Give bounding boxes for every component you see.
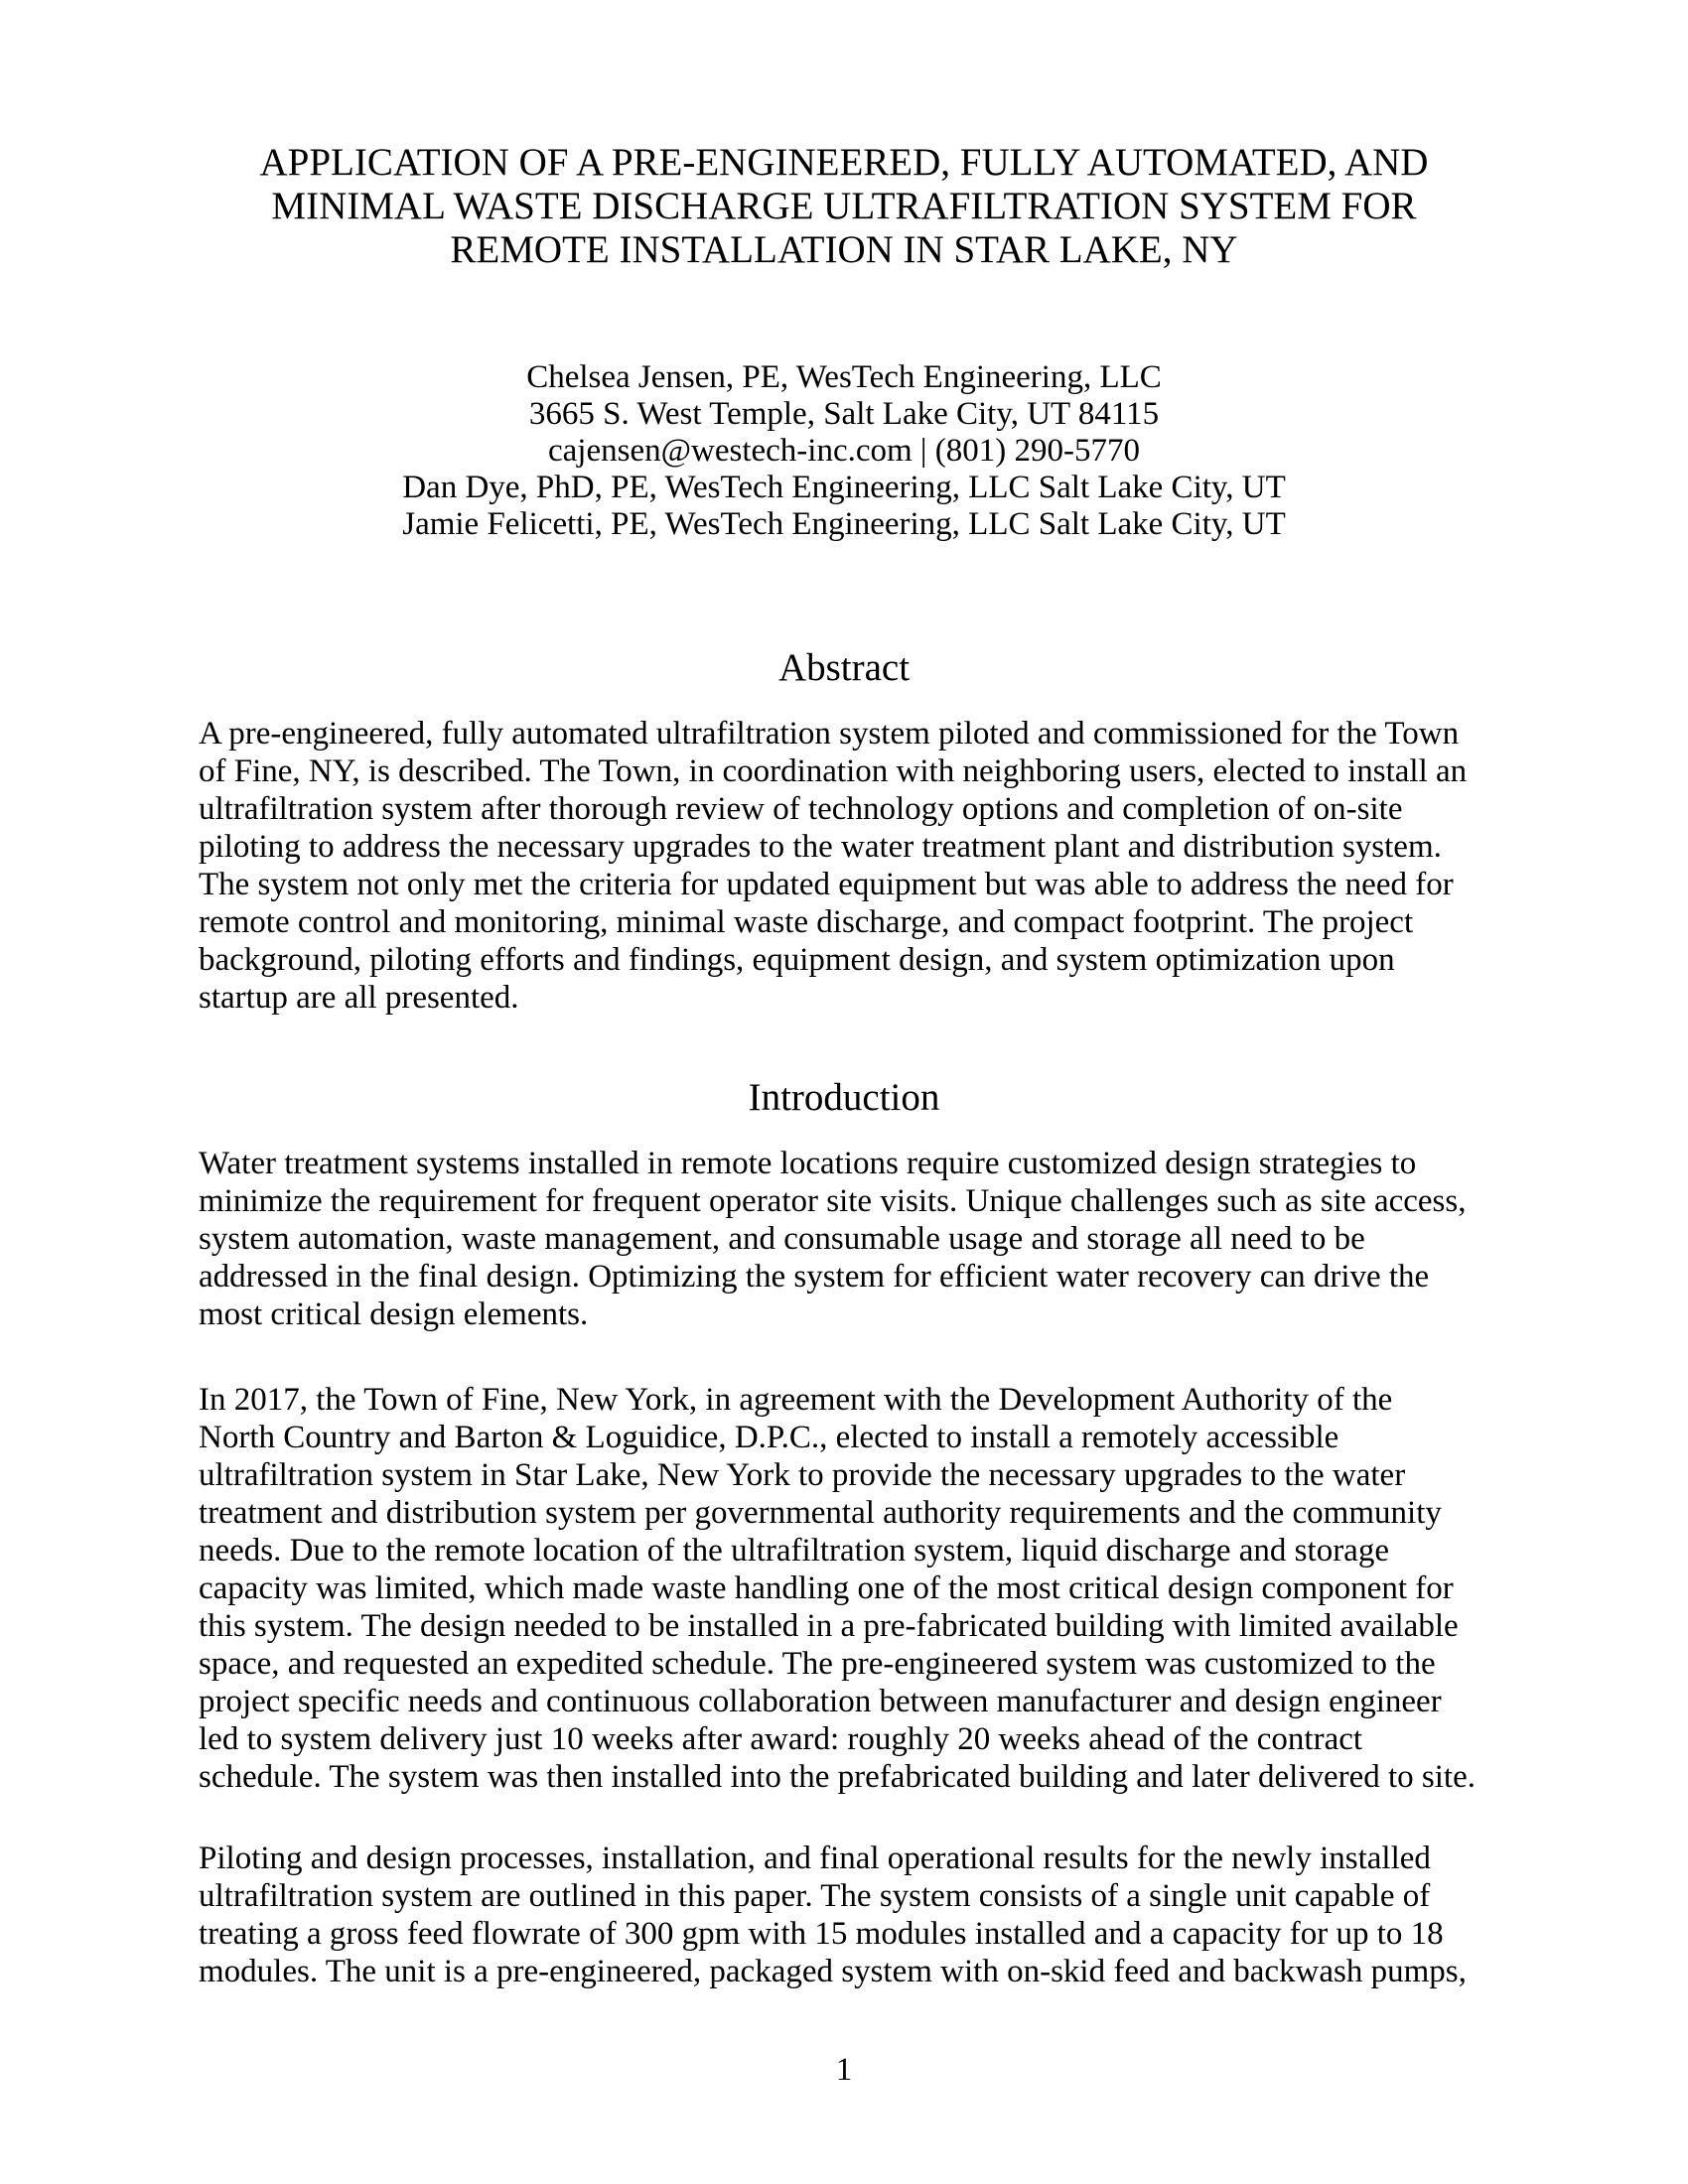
introduction-paragraph-3: Piloting and design processes, installation, and final operational results for the newly installed ultrafiltration system are outlined in this paper. The system consists of a single unit capable of treating a gross feed flowrate of 300 gpm with 15 modules installed and a capacity for up to 18 modules. The unit is a pre-engineered, packaged system with on-skid feed and backwash pumps, <box>199 1841 1467 1989</box>
author-block: Chelsea Jensen, PE, WesTech Engineering, LLC 3665 S. West Temple, Salt Lake City, UT 84115 cajensen@westech-inc.com | (801) 290-5770 Dan Dye, PhD, PE, WesTech Engineering, LLC Salt Lake City, UT Jamie Felicetti, PE, WesTech Engineering, LLC Salt Lake City, UT <box>402 359 1286 542</box>
introduction-heading: Introduction <box>748 1076 940 1119</box>
abstract-heading: Abstract <box>777 646 911 689</box>
introduction-paragraph-1: Water treatment systems installed in remote locations require customized design strategies to minimize the requirement for frequent operator site visits. Unique challenges such as site access, system automation, waste management, and consumable usage and storage all need to be addressed in the final design. Optimizing the system for efficient water recovery can drive the most critical design elements. <box>199 1146 1467 1332</box>
paper-title: APPLICATION OF A PRE-ENGINEERED, FULLY AUTOMATED, AND MINIMAL WASTE DISCHARGE ULTRAFILTRATION SYSTEM FOR REMOTE INSTALLATION IN STAR LAKE, NY <box>259 141 1429 271</box>
introduction-paragraph-2: In 2017, the Town of Fine, New York, in agreement with the Development Authority of the North Country and Barton & Loguidice, D.P.C., elected to install a remotely accessible ultrafiltration system in Star Lake, New York to provide the necessary upgrades to the water treatment and distribution system per governmental authority requirements and the community needs. Due to the remote location of the ultrafiltration system, liquid discharge and storage capacity was limited, which made waste handling one of the most critical design component for this system. The design needed to be installed in a pre-fabricated building with limited available space, and requested an expedited schedule. The pre-engineered system was customized to the project specific needs and continuous collaboration between manufacturer and design engineer led to system delivery just 10 weeks after award: roughly 20 weeks ahead of the contract schedule. The system was then installed into the prefabricated building and later delivered to site. <box>199 1382 1477 1795</box>
page-number: 1 <box>835 2052 853 2088</box>
abstract-paragraph: A pre-engineered, fully automated ultrafiltration system piloted and commissioned for the Town of Fine, NY, is described. The Town, in coordination with neighboring users, elected to install an ultrafiltration system after thorough review of technology options and completion of on-site piloting to address the necessary upgrades to the water treatment plant and distribution system. The system not only met the criteria for updated equipment but was able to address the need for remote control and monitoring, minimal waste discharge, and compact footprint. The project background, piloting efforts and findings, equipment design, and system optimization upon startup are all presented. <box>199 716 1468 1016</box>
